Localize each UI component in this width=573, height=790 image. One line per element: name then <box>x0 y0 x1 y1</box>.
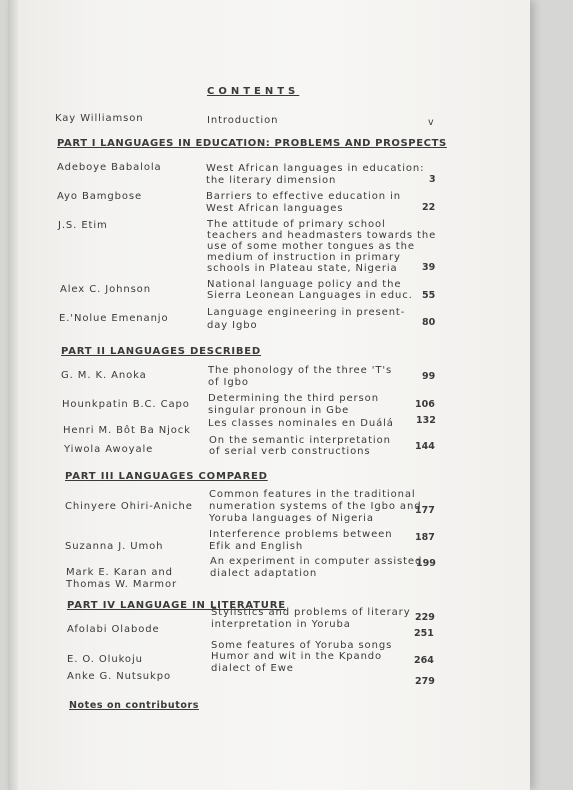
entry-page: 3 <box>429 174 436 185</box>
entry-title-line: National language policy and the <box>207 279 402 290</box>
entry-author: Adeboye Babalola <box>57 162 162 173</box>
entry-author: G. M. K. Anoka <box>61 370 147 381</box>
entry-page: 39 <box>422 262 436 273</box>
entry-page: 264 <box>414 655 434 666</box>
entry-page: 177 <box>415 505 435 516</box>
entry-page: 106 <box>415 399 435 410</box>
entry-page: 55 <box>422 290 436 301</box>
entry-title-line: The phonology of the three 'T's <box>208 365 393 376</box>
entry-page: 22 <box>422 202 436 213</box>
entry-author: Anke G. Nutsukpo <box>67 671 171 682</box>
entry-author: Henri M. Bôt Ba Njock <box>63 425 191 436</box>
entry-title-line: Les classes nominales en Duálá <box>208 418 394 429</box>
entry-author: Mark E. Karan and <box>66 567 173 578</box>
entry-title-line: dialect of Ewe <box>211 663 294 674</box>
entry-title-line: Stylistics and problems of literary <box>211 607 411 618</box>
page-edge <box>8 0 18 790</box>
entry-page: 144 <box>415 441 435 452</box>
entry-author: Hounkpatin B.C. Capo <box>62 399 190 410</box>
entry-title-line: Efik and English <box>209 541 304 552</box>
entry-title-line: schools in Plateau state, Nigeria <box>207 263 398 274</box>
entry-title-line: Determining the third person <box>208 393 379 404</box>
entry-author: Alex C. Johnson <box>60 284 151 295</box>
entry-title-line: singular pronoun in Gbe <box>208 405 350 416</box>
entry-author: Chinyere Ohiri-Aniche <box>65 501 193 512</box>
entry-title-line: Barriers to effective education in <box>206 191 401 202</box>
entry-author: Suzanna J. Umoh <box>65 541 164 552</box>
entry-title-line: of serial verb constructions <box>209 446 371 457</box>
entry-title-line: Humor and wit in the Kpando <box>211 651 383 662</box>
entry-page: 279 <box>415 676 435 687</box>
entry-author: Yiwola Awoyale <box>64 444 154 455</box>
part2-heading: PART II LANGUAGES DESCRIBED <box>61 346 262 357</box>
contents-heading: CONTENTS <box>207 86 300 97</box>
entry-title-line: dialect adaptation <box>210 568 318 579</box>
entry-title-line: Sierra Leonean Languages in educ. <box>207 290 413 301</box>
entry-author: E.'Nolue Emenanjo <box>59 313 169 324</box>
entry-page: 199 <box>416 558 436 569</box>
entry-page: 251 <box>414 628 434 639</box>
entry-title-line: the literary dimension <box>206 175 337 186</box>
entry-page: 99 <box>422 371 436 382</box>
entry-author: Afolabi Olabode <box>67 624 160 635</box>
entry-title-line: Yoruba languages of Nigeria <box>209 513 374 524</box>
part1-heading: PART I LANGUAGES IN EDUCATION: PROBLEMS AND PROSPECTS <box>57 138 447 149</box>
intro-page: v <box>428 117 434 128</box>
entry-title-line: An experiment in computer assisted <box>210 556 423 567</box>
entry-title-line: Language engineering in present- <box>207 307 406 318</box>
entry-title-line: day Igbo <box>207 320 258 331</box>
entry-author: J.S. Etim <box>58 220 108 231</box>
book-page <box>8 0 530 790</box>
entry-page: 132 <box>416 415 436 426</box>
entry-title-line: Interference problems between <box>209 529 393 540</box>
entry-author: Ayo Bamgbose <box>57 191 143 202</box>
entry-author: E. O. Olukoju <box>67 654 143 665</box>
entry-title-line: Some features of Yoruba songs <box>211 640 393 651</box>
part4-heading: PART IV LANGUAGE IN LITERATURE <box>67 600 286 611</box>
entry-title-line: use of some mother tongues as the <box>207 241 415 252</box>
entry-title-line: numeration systems of the Igbo and <box>209 501 422 512</box>
entry-author-2: Thomas W. Marmor <box>66 579 177 590</box>
entry-title-line: On the semantic interpretation <box>209 435 391 446</box>
notes-on-contributors: Notes on contributors <box>69 700 199 711</box>
part3-heading: PART III LANGUAGES COMPARED <box>65 471 268 482</box>
entry-title-line: medium of instruction in primary <box>207 252 401 263</box>
entry-title-line: West African languages <box>206 203 344 214</box>
entry-title-line: of Igbo <box>208 377 249 388</box>
intro-author: Kay Williamson <box>55 113 144 124</box>
entry-title-line: The attitude of primary school <box>207 219 386 230</box>
entry-title-line: Common features in the traditional <box>209 489 416 500</box>
entry-title-line: West African languages in education: <box>206 163 425 174</box>
entry-title-line: teachers and headmasters towards the <box>207 230 437 241</box>
entry-page: 229 <box>415 612 435 623</box>
entry-page: 80 <box>422 317 436 328</box>
entry-page: 187 <box>415 532 435 543</box>
entry-title-line: interpretation in Yoruba <box>211 619 351 630</box>
intro-title: Introduction <box>207 115 279 126</box>
